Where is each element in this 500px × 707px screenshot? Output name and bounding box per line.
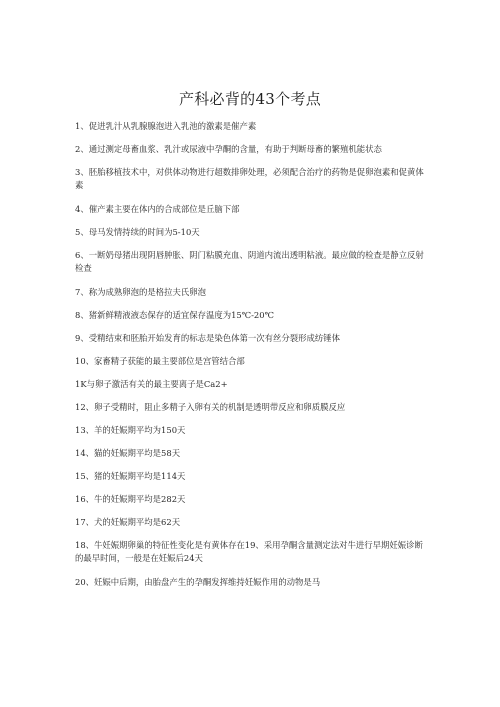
list-item: 20、妊娠中后期，由胎盘产生的孕酮发挥维持妊娠作用的动物是马 (75, 577, 321, 587)
list-item: 4、催产素主要在体内的合成部位是丘脑下部 (75, 204, 240, 214)
list-item: 1、促进乳汁从乳腺腺泡进入乳池的激素是催产素 (75, 121, 257, 131)
list-item: 14、猫的妊娠期平均是58天 (75, 448, 181, 458)
list-item: 9、受精结束和胚胎开始发育的标志是染色体第一次有丝分裂形成纺锤体 (75, 333, 340, 343)
list-item: 15、猪的妊娠期平均是114天 (75, 471, 186, 481)
list-item: 16、牛的妊娠期平均是282天 (75, 494, 186, 504)
page-title: 产科必背的43个考点 (178, 90, 322, 108)
list-item: 10、家畜精子获能的最主要部位是宫管结合部 (75, 356, 245, 366)
list-item: 17、犬的妊娠期平均是62天 (75, 517, 181, 527)
list-item: 1K与卵子激活有关的最主要离子是Ca2+ (75, 379, 228, 389)
point-list (75, 120, 427, 599)
list-item: 8、猪新鲜精液液态保存的适宜保存温度为15℃-20℃ (75, 310, 274, 320)
list-item: 6、一断奶母猪出现阴唇肿胀、阴门粘膜充血、阴道内流出透明粘液。最应做的检查是静立反射检查 (75, 250, 424, 273)
list-item: 5、母马发情持续的时间为5-10天 (75, 227, 200, 237)
list-item: 3、胚胎移植技术中，对供体动物进行超数排卵处理，必须配合治疗的药物是促卵泡素和促黄体素 (75, 167, 424, 190)
list-item: 12、卵子受精时，阻止多精子入卵有关的机制是透明带反应和卵质膜反应 (75, 402, 346, 412)
list-item: 2、通过测定母畜血浆、乳汁或尿液中孕酮的含量，有助于判断母畜的繁殖机能状态 (75, 144, 382, 154)
list-item: 13、羊的妊娠期平均为150天 (75, 425, 186, 435)
list-item: 7、称为成熟卵泡的是格拉夫氏卵泡 (75, 287, 206, 297)
list-item: 18、牛妊娠期卵巢的特征性变化是有黄体存在19、采用孕酮含量测定法对牛进行早期妊娠诊断的最早时间，一般是在妊娠后24天 (75, 540, 423, 563)
